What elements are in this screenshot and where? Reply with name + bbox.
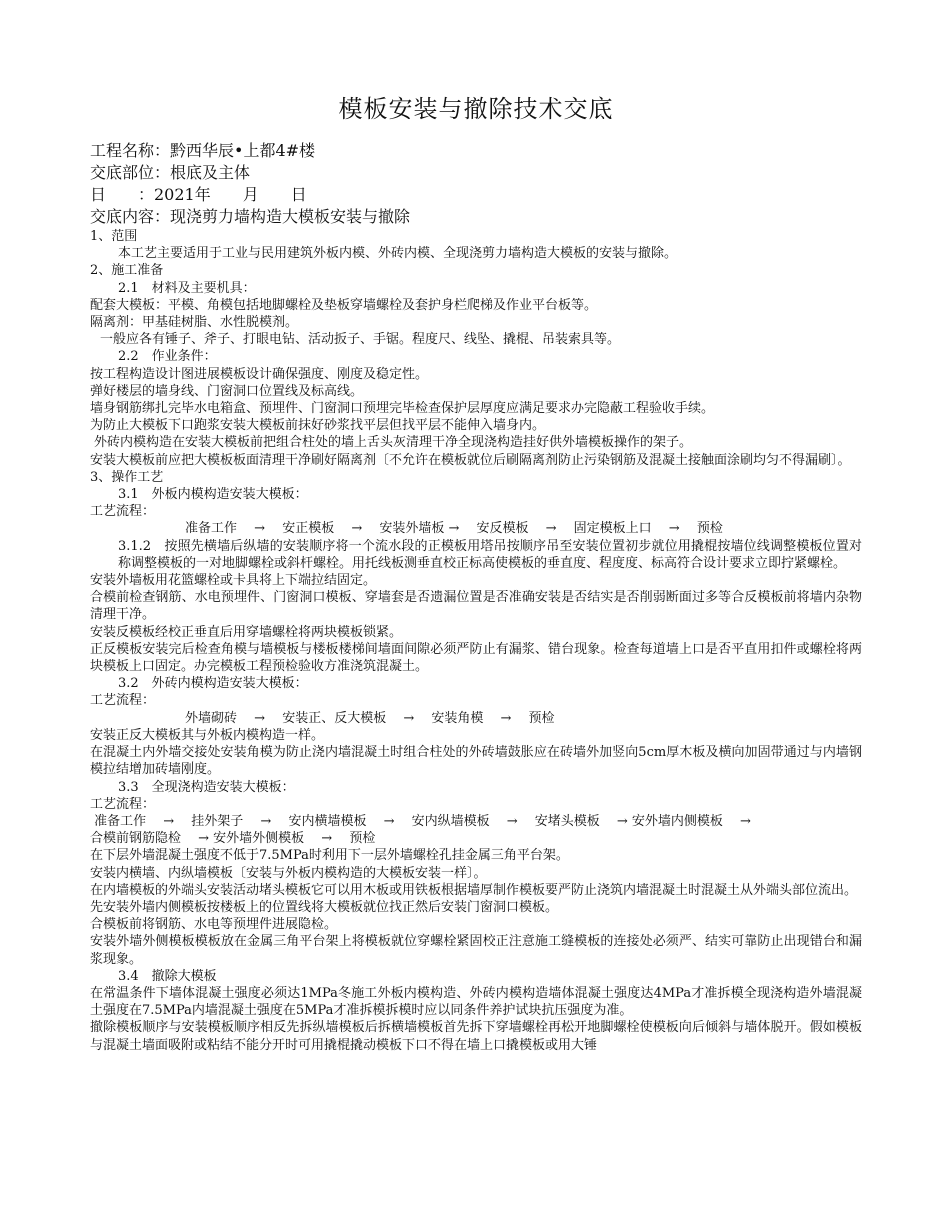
paragraph: 工艺流程： bbox=[90, 693, 156, 709]
document-title: 模板安装与撤除技术交底 bbox=[338, 95, 614, 123]
paragraph: 安装内横墙、内纵墙模板〔安装与外板内模构造的大模板安装一样〕。 bbox=[90, 865, 487, 881]
paragraph: 安装正反大模板其与外板内模构造一样。 bbox=[90, 727, 325, 743]
paragraph: 2、施工准备 bbox=[90, 263, 164, 279]
paragraph: 合模前检查钢筋、水电预埋件、门窗洞口模板、穿墙套是否遗漏位置是否准确安装是否结实是否削弱断面过多等合反模板前将墙内杂物清理干净。 bbox=[90, 590, 862, 623]
paragraph: 安装反模板经校正垂直后用穿墙螺栓将两块模板锁紧。 bbox=[90, 624, 403, 640]
paragraph: 安装大模板前应把大模板板面清理干净刷好隔离剂〔不允许在模板就位后刷隔离剂防止污染钢筋及混凝土接触面涂刷均匀不得漏刷〕。 bbox=[90, 452, 851, 468]
paragraph: 在内墙模板的外端头安装活动堵头模板它可以用木板或用铁板根据墙厚制作模板要严防止浇筑内墙混凝土时混凝土从外端头部位流出。 bbox=[90, 882, 858, 898]
paragraph: 先安装外墙内侧模板按楼板上的位置线将大模板就位找正然后安装门窗洞口模板。 bbox=[90, 899, 559, 915]
meta-block bbox=[90, 140, 862, 228]
paragraph: 3.1.2 按照先横墙后纵墙的安装顺序将一个流水段的正模板用塔吊按顺序吊至安装位置初步就位用撬棍按墙位线调整模板位置对称调整模板的一对地脚螺栓或斜杆螺栓。用托线板测垂直校正标高使模板的垂直度、程度度、标高符合设计要求立即拧紧螺栓。 bbox=[118, 538, 862, 571]
paragraph: 配套大模板：平模、角模包括地脚螺栓及垫板穿墙螺栓及套护身栏爬梯及作业平台板等。 bbox=[90, 297, 598, 313]
paragraph: 弹好楼层的墙身线、门窗洞口位置线及标高线。 bbox=[90, 383, 364, 399]
paragraph: 2.1 材料及主要机具： bbox=[118, 280, 256, 296]
paragraph: 外砖内模构造在安装大模板前把组合柱处的墙上舌头灰清理干净全现浇构造挂好供外墙模板操作的架子。 bbox=[94, 435, 693, 451]
meta-project-name: 工程名称：黔西华辰•上都4#楼 bbox=[90, 141, 316, 160]
paragraph: 3.3 全现浇构造安装大模板： bbox=[118, 779, 295, 795]
paragraph: 1、范围 bbox=[90, 229, 138, 244]
paragraph: 3.1 外板内模构造安装大模板： bbox=[118, 487, 308, 503]
meta-content: 交底内容：现浇剪力墙构造大模板安装与撤除 bbox=[90, 207, 411, 226]
paragraph: 合模板前将钢筋、水电等预埋件进展隐检。 bbox=[90, 917, 338, 933]
paragraph: 在下层外墙混凝土强度不低于7.5MPa时利用下一层外墙螺栓孔挂金属三角平台架。 bbox=[90, 848, 569, 864]
paragraph: 3、操作工艺 bbox=[90, 469, 164, 485]
paragraph: 正反模板安装完后检查角模与墙模板与楼板楼梯间墙面间隙必须严防止有漏浆、错台现象。检查每道墙上口是否平直用扣件或螺栓将两块模板上口固定。办完模板工程预检验收方准浇筑混凝土。 bbox=[90, 641, 862, 675]
paragraph: 工艺流程： bbox=[90, 504, 156, 520]
paragraph: 在混凝土内外墙交接处安装角模为防止浇内墙混凝土时组合柱处的外砖墙鼓胀应在砖墙外加竖向5cm厚木板及横向加固带通过与内墙钢模拉结增加砖墙刚度。 bbox=[90, 745, 862, 778]
paragraph: 在常温条件下墙体混凝土强度必须达1MPa冬施工外板内模构造、外砖内模构造墙体混凝土强度达4MPa才准拆模全现浇构造外墙混凝土强度在7.5MPa内墙混凝土强度在5MPa才准拆模拆模时应以同条件养护试块抗压强度为准。 bbox=[90, 985, 862, 1019]
paragraph: 按工程构造设计图进展模板设计确保强度、刚度及稳定性。 bbox=[90, 366, 429, 382]
paragraph: 合模前钢筋隐检 → 安外墙外侧模板 → 预检 bbox=[90, 831, 376, 847]
paragraph: 隔离剂：甲基硅树脂、水性脱模剂。 bbox=[90, 315, 299, 331]
paragraph: 外墙砌砖 → 安装正、反大模板 → 安装角模 → 预检 bbox=[90, 710, 555, 726]
paragraph: 3.2 外砖内模构造安装大模板： bbox=[118, 676, 308, 692]
meta-date: 日 ：2021年 月 日 bbox=[90, 185, 307, 204]
paragraph: 本工艺主要适用于工业与民用建筑外板内模、外砖内模、全现浇剪力墙构造大模板的安装与撤除。 bbox=[118, 246, 678, 262]
paragraph: 准备工作 → 安正模板 → 安装外墙板 → 安反模板 → 固定模板上口 → 预检 bbox=[90, 521, 723, 537]
paragraph: 2.2 作业条件： bbox=[118, 349, 217, 365]
paragraph: 为防止大模板下口跑浆安装大模板前抹好砂浆找平层但找平层不能伸入墙身内。 bbox=[90, 418, 546, 434]
paragraph: 准备工作 → 挂外架子 → 安内横墙模板 → 安内纵墙模板 → 安堵头模板 → 安外墙内侧模板 → bbox=[90, 813, 751, 829]
paragraph: 安装外墙板用花篮螺栓或卡具将上下端拉结固定。 bbox=[90, 573, 377, 589]
paragraph: 安装外墙外侧模板模板放在金属三角平台架上将模板就位穿螺栓紧固校正注意施工缝模板的连接处必须严、结实可靠防止出现错台和漏浆现象。 bbox=[90, 934, 862, 967]
paragraph: 撤除模板顺序与安装模板顺序相反先拆纵墙模板后拆横墙模板首先拆下穿墙螺栓再松开地脚螺栓使模板向后倾斜与墙体脱开。假如模板与混凝土墙面吸附或粘结不能分开时可用撬棍撬动模板下口不得在墙上口撬模板或用大锤 bbox=[90, 1020, 862, 1053]
meta-location: 交底部位：根底及主体 bbox=[90, 163, 251, 182]
document-body bbox=[90, 228, 862, 1054]
paragraph: 一般应各有锤子、斧子、打眼电钻、活动扳子、手锯。程度尺、线坠、撬棍、吊装索具等。 bbox=[100, 332, 621, 348]
paragraph: 工艺流程： bbox=[90, 796, 156, 812]
paragraph: 墙身钢筋绑扎完毕水电箱盒、预埋件、门窗洞口预埋完毕检查保护层厚度应满足要求办完隐蔽工程验收手续。 bbox=[90, 401, 715, 417]
paragraph: 3.4 撤除大模板 bbox=[118, 968, 217, 984]
